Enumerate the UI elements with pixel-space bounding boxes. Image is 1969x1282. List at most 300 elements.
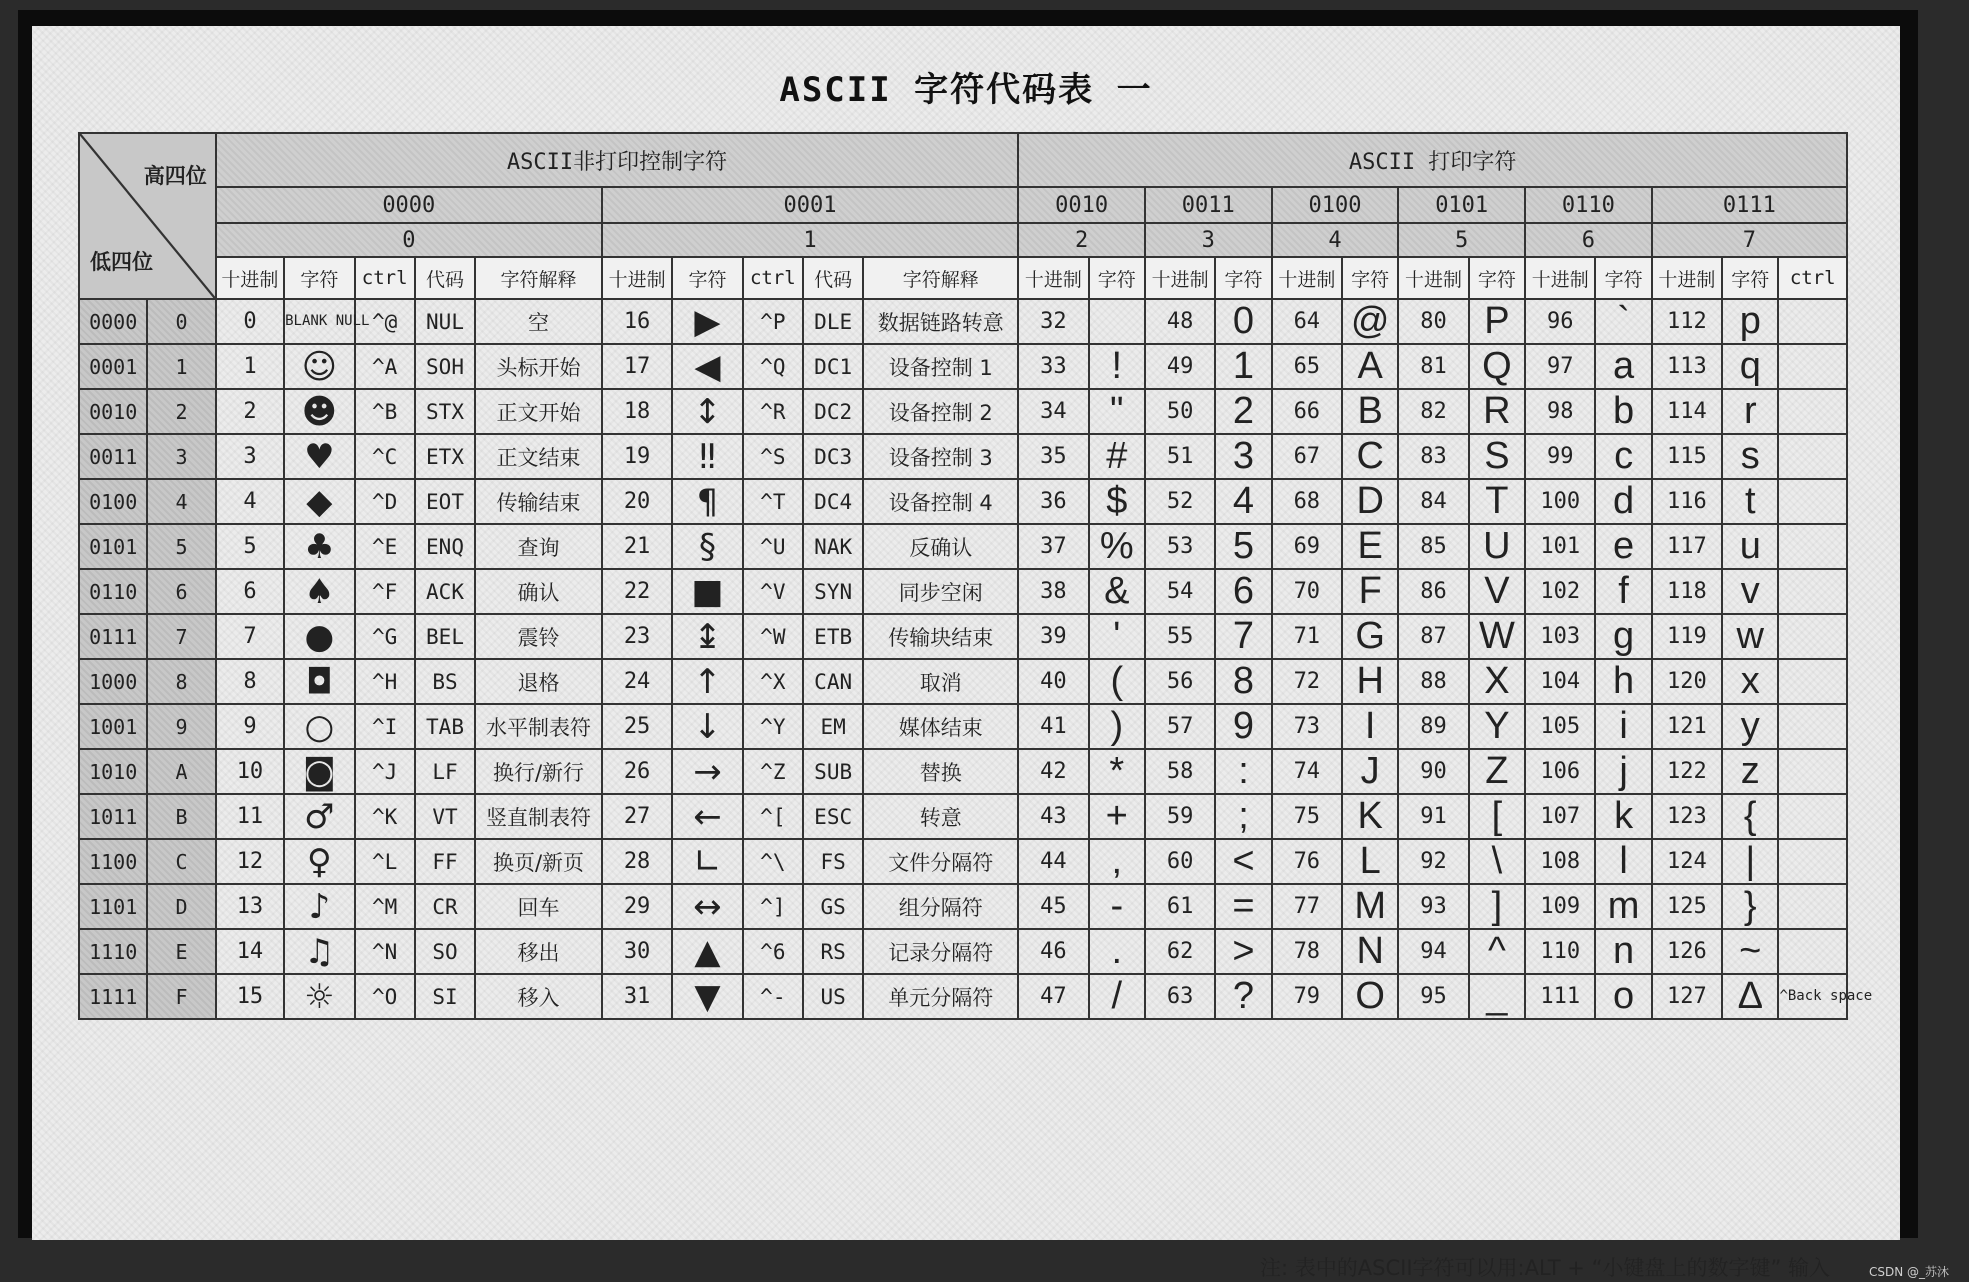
low-bits-bin: 1101 <box>79 884 147 929</box>
char-cell: Z <box>1469 749 1525 794</box>
description-cell: 文件分隔符 <box>863 839 1018 884</box>
table-row <box>79 344 1847 389</box>
ctrl-cell <box>1778 749 1847 794</box>
char-cell: ↔ <box>672 884 742 929</box>
char-cell: ♠ <box>284 569 354 614</box>
description-cell: 回车 <box>475 884 602 929</box>
char-cell: ♣ <box>284 524 354 569</box>
char-cell: X <box>1469 659 1525 704</box>
high-bin-0: 0000 <box>216 187 602 223</box>
decimal-cell: 90 <box>1398 749 1468 794</box>
description-cell: 换页/新页 <box>475 839 602 884</box>
ctrl-cell: ^P <box>743 299 803 344</box>
low-bits-bin: 0000 <box>79 299 147 344</box>
char-cell: H <box>1342 659 1398 704</box>
decimal-cell: 83 <box>1398 434 1468 479</box>
col-header-char: 字符 <box>1595 257 1651 299</box>
char-cell: ! <box>1089 344 1145 389</box>
description-cell: 设备控制 4 <box>863 479 1018 524</box>
table-row <box>79 569 1847 614</box>
char-cell: ♂ <box>284 794 354 839</box>
ctrl-cell: ^N <box>355 929 415 974</box>
char-cell: 7 <box>1215 614 1271 659</box>
char-cell: G <box>1342 614 1398 659</box>
decimal-cell: 72 <box>1272 659 1342 704</box>
code-cell: NUL <box>415 299 475 344</box>
code-cell: FF <box>415 839 475 884</box>
decimal-cell: 97 <box>1525 344 1595 389</box>
code-cell: US <box>803 974 863 1019</box>
decimal-cell: 12 <box>216 839 284 884</box>
high-hex-2: 2 <box>1018 223 1145 257</box>
char-cell: ○ <box>284 704 354 749</box>
description-cell: 正文开始 <box>475 389 602 434</box>
table-row <box>79 479 1847 524</box>
code-cell: GS <box>803 884 863 929</box>
char-cell: ◘ <box>284 659 354 704</box>
low-bits-hex: D <box>147 884 215 929</box>
decimal-cell: 10 <box>216 749 284 794</box>
char-cell: y <box>1722 704 1778 749</box>
decimal-cell: 5 <box>216 524 284 569</box>
table-row <box>79 299 1847 344</box>
code-cell: SYN <box>803 569 863 614</box>
description-cell: 确认 <box>475 569 602 614</box>
low-bits-hex: 1 <box>147 344 215 389</box>
decimal-cell: 124 <box>1652 839 1722 884</box>
code-cell: DC3 <box>803 434 863 479</box>
description-cell: 媒体结束 <box>863 704 1018 749</box>
char-cell: M <box>1342 884 1398 929</box>
low-bits-bin: 0110 <box>79 569 147 614</box>
char-cell: \ <box>1469 839 1525 884</box>
decimal-cell: 45 <box>1018 884 1088 929</box>
char-cell: t <box>1722 479 1778 524</box>
code-cell: TAB <box>415 704 475 749</box>
char-cell: d <box>1595 479 1651 524</box>
char-cell: / <box>1089 974 1145 1019</box>
char-cell: Y <box>1469 704 1525 749</box>
decimal-cell: 26 <box>602 749 672 794</box>
decimal-cell: 126 <box>1652 929 1722 974</box>
decimal-cell: 20 <box>602 479 672 524</box>
char-cell: p <box>1722 299 1778 344</box>
low-bits-hex: 3 <box>147 434 215 479</box>
ascii-table <box>78 132 1873 1020</box>
char-cell: ■ <box>672 569 742 614</box>
decimal-cell: 24 <box>602 659 672 704</box>
ctrl-cell: ^B <box>355 389 415 434</box>
char-cell: 5 <box>1215 524 1271 569</box>
char-cell: ↓ <box>672 704 742 749</box>
decimal-cell: 52 <box>1145 479 1215 524</box>
col-header-ctrl: ctrl <box>743 257 803 299</box>
char-cell: E <box>1342 524 1398 569</box>
low-bits-bin: 0101 <box>79 524 147 569</box>
low-bits-hex: F <box>147 974 215 1019</box>
decimal-cell: 11 <box>216 794 284 839</box>
char-cell: | <box>1722 839 1778 884</box>
decimal-cell: 85 <box>1398 524 1468 569</box>
char-cell: J <box>1342 749 1398 794</box>
high-hex-5: 5 <box>1398 223 1525 257</box>
code-cell: NAK <box>803 524 863 569</box>
char-cell: ; <box>1215 794 1271 839</box>
decimal-cell: 25 <box>602 704 672 749</box>
decimal-cell: 109 <box>1525 884 1595 929</box>
decimal-cell: 63 <box>1145 974 1215 1019</box>
char-cell: ☺ <box>284 344 354 389</box>
decimal-cell: 116 <box>1652 479 1722 524</box>
decimal-cell: 92 <box>1398 839 1468 884</box>
ctrl-cell <box>1778 434 1847 479</box>
char-cell: x <box>1722 659 1778 704</box>
low-bits-hex: 2 <box>147 389 215 434</box>
decimal-cell: 108 <box>1525 839 1595 884</box>
decimal-cell: 41 <box>1018 704 1088 749</box>
char-cell: § <box>672 524 742 569</box>
code-cell: VT <box>415 794 475 839</box>
ctrl-cell: ^Back space <box>1778 974 1847 1019</box>
ctrl-cell: ^Z <box>743 749 803 794</box>
char-cell: ♫ <box>284 929 354 974</box>
decimal-cell: 34 <box>1018 389 1088 434</box>
decimal-cell: 30 <box>602 929 672 974</box>
low-bits-hex: 4 <box>147 479 215 524</box>
ctrl-cell: ^@ <box>355 299 415 344</box>
char-cell: b <box>1595 389 1651 434</box>
ctrl-cell <box>1778 704 1847 749</box>
decimal-cell: 115 <box>1652 434 1722 479</box>
col-header-char: 字符 <box>1342 257 1398 299</box>
col-header-decimal: 十进制 <box>1398 257 1468 299</box>
ctrl-cell: ^D <box>355 479 415 524</box>
decimal-cell: 94 <box>1398 929 1468 974</box>
ctrl-cell: ^G <box>355 614 415 659</box>
char-cell: [ <box>1469 794 1525 839</box>
footnote: 注: 表中的ASCII字符可以用:ALT + “小键盘上的数字键” 输入 <box>1260 1256 1830 1280</box>
char-cell: ? <box>1215 974 1271 1019</box>
decimal-cell: 114 <box>1652 389 1722 434</box>
high-bin-7: 0111 <box>1652 187 1847 223</box>
description-cell: 设备控制 2 <box>863 389 1018 434</box>
char-cell: . <box>1089 929 1145 974</box>
low-bits-bin: 0011 <box>79 434 147 479</box>
ctrl-cell <box>1778 344 1847 389</box>
col-header-decimal: 十进制 <box>1652 257 1722 299</box>
description-cell: 查询 <box>475 524 602 569</box>
decimal-cell: 33 <box>1018 344 1088 389</box>
ctrl-cell <box>1778 794 1847 839</box>
decimal-cell: 19 <box>602 434 672 479</box>
decimal-cell: 117 <box>1652 524 1722 569</box>
char-cell: q <box>1722 344 1778 389</box>
col-header-decimal: 十进制 <box>1272 257 1342 299</box>
code-cell: CAN <box>803 659 863 704</box>
code-cell: DLE <box>803 299 863 344</box>
high-bin-5: 0101 <box>1398 187 1525 223</box>
decimal-cell: 101 <box>1525 524 1595 569</box>
char-cell: ▼ <box>672 974 742 1019</box>
col-header-decimal: 十进制 <box>1018 257 1088 299</box>
low-bits-bin: 0010 <box>79 389 147 434</box>
low-bits-hex: 0 <box>147 299 215 344</box>
col-header-char: 字符 <box>672 257 742 299</box>
ctrl-cell: ^R <box>743 389 803 434</box>
char-cell: 0 <box>1215 299 1271 344</box>
ctrl-cell: ^F <box>355 569 415 614</box>
code-cell: SO <box>415 929 475 974</box>
decimal-cell: 106 <box>1525 749 1595 794</box>
decimal-cell: 82 <box>1398 389 1468 434</box>
decimal-cell: 59 <box>1145 794 1215 839</box>
low-bits-bin: 0001 <box>79 344 147 389</box>
decimal-cell: 79 <box>1272 974 1342 1019</box>
char-cell: ♥ <box>284 434 354 479</box>
low-bits-hex: B <box>147 794 215 839</box>
decimal-cell: 64 <box>1272 299 1342 344</box>
table-row <box>79 434 1847 479</box>
decimal-cell: 7 <box>216 614 284 659</box>
char-cell: ☻ <box>284 389 354 434</box>
low-bits-hex: C <box>147 839 215 884</box>
ctrl-cell <box>1778 929 1847 974</box>
table-row <box>79 389 1847 434</box>
char-cell: g <box>1595 614 1651 659</box>
char-cell: 2 <box>1215 389 1271 434</box>
page-title: ASCII 字符代码表 一 <box>779 70 1153 110</box>
char-cell: 4 <box>1215 479 1271 524</box>
ctrl-cell <box>1778 389 1847 434</box>
char-cell: ↑ <box>672 659 742 704</box>
ctrl-cell: ^W <box>743 614 803 659</box>
description-cell: 替换 <box>863 749 1018 794</box>
char-cell: & <box>1089 569 1145 614</box>
decimal-cell: 119 <box>1652 614 1722 659</box>
decimal-cell: 8 <box>216 659 284 704</box>
char-cell: ) <box>1089 704 1145 749</box>
decimal-cell: 107 <box>1525 794 1595 839</box>
code-cell: STX <box>415 389 475 434</box>
decimal-cell: 58 <box>1145 749 1215 794</box>
code-cell: RS <box>803 929 863 974</box>
char-cell: C <box>1342 434 1398 479</box>
decimal-cell: 46 <box>1018 929 1088 974</box>
high-hex-0: 0 <box>216 223 602 257</box>
char-cell: ∟ <box>672 839 742 884</box>
col-header-char: 字符 <box>1089 257 1145 299</box>
char-cell: O <box>1342 974 1398 1019</box>
decimal-cell: 50 <box>1145 389 1215 434</box>
decimal-cell: 78 <box>1272 929 1342 974</box>
description-cell: 记录分隔符 <box>863 929 1018 974</box>
code-cell: DC1 <box>803 344 863 389</box>
table-row <box>79 974 1847 1019</box>
col-header-char: 字符 <box>1469 257 1525 299</box>
decimal-cell: 111 <box>1525 974 1595 1019</box>
char-cell: _ <box>1469 974 1525 1019</box>
char-cell: " <box>1089 389 1145 434</box>
decimal-cell: 86 <box>1398 569 1468 614</box>
ctrl-cell: ^E <box>355 524 415 569</box>
col-header-decimal: 十进制 <box>602 257 672 299</box>
decimal-cell: 98 <box>1525 389 1595 434</box>
char-cell: ☼ <box>284 974 354 1019</box>
watermark-credit: CSDN @_苏沐 <box>1868 1265 1949 1279</box>
char-cell: i <box>1595 704 1651 749</box>
decimal-cell: 29 <box>602 884 672 929</box>
decimal-cell: 66 <box>1272 389 1342 434</box>
code-cell: BEL <box>415 614 475 659</box>
low-bits-bin: 1110 <box>79 929 147 974</box>
decimal-cell: 84 <box>1398 479 1468 524</box>
low-bits-label: 低四位 <box>90 250 153 274</box>
description-cell: 空 <box>475 299 602 344</box>
decimal-cell: 120 <box>1652 659 1722 704</box>
high-hex-7: 7 <box>1652 223 1847 257</box>
char-cell: F <box>1342 569 1398 614</box>
char-cell: ] <box>1469 884 1525 929</box>
char-cell: 6 <box>1215 569 1271 614</box>
char-cell: s <box>1722 434 1778 479</box>
decimal-cell: 17 <box>602 344 672 389</box>
ctrl-cell: ^] <box>743 884 803 929</box>
col-header-decimal: 十进制 <box>1525 257 1595 299</box>
ctrl-cell: ^C <box>355 434 415 479</box>
decimal-cell: 22 <box>602 569 672 614</box>
col-header-char: 字符 <box>284 257 354 299</box>
decimal-cell: 103 <box>1525 614 1595 659</box>
char-cell: < <box>1215 839 1271 884</box>
description-cell: 传输结束 <box>475 479 602 524</box>
decimal-cell: 81 <box>1398 344 1468 389</box>
code-cell: SI <box>415 974 475 1019</box>
low-bits-hex: 5 <box>147 524 215 569</box>
char-cell: > <box>1215 929 1271 974</box>
description-cell: 竖直制表符 <box>475 794 602 839</box>
decimal-cell: 65 <box>1272 344 1342 389</box>
decimal-cell: 18 <box>602 389 672 434</box>
code-cell: ENQ <box>415 524 475 569</box>
decimal-cell: 13 <box>216 884 284 929</box>
ctrl-cell <box>1778 659 1847 704</box>
table-row <box>79 659 1847 704</box>
ctrl-cell: ^K <box>355 794 415 839</box>
table-row <box>79 929 1847 974</box>
ctrl-cell: ^U <box>743 524 803 569</box>
char-cell: I <box>1342 704 1398 749</box>
description-cell: 单元分隔符 <box>863 974 1018 1019</box>
low-bits-bin: 1100 <box>79 839 147 884</box>
high-bits-label: 高四位 <box>143 164 207 188</box>
code-cell: ESC <box>803 794 863 839</box>
decimal-cell: 47 <box>1018 974 1088 1019</box>
description-cell: 退格 <box>475 659 602 704</box>
char-cell: ↨ <box>672 614 742 659</box>
char-cell: 8 <box>1215 659 1271 704</box>
decimal-cell: 125 <box>1652 884 1722 929</box>
char-cell: BLANK NULL <box>284 299 354 344</box>
low-bits-hex: A <box>147 749 215 794</box>
decimal-cell: 68 <box>1272 479 1342 524</box>
char-cell: K <box>1342 794 1398 839</box>
char-cell: ‼ <box>672 434 742 479</box>
group-print-header: ASCII 打印字符 <box>1018 133 1847 187</box>
low-bits-hex: 7 <box>147 614 215 659</box>
description-cell: 数据链路转意 <box>863 299 1018 344</box>
code-cell: BS <box>415 659 475 704</box>
decimal-cell: 42 <box>1018 749 1088 794</box>
ctrl-cell <box>1778 569 1847 614</box>
decimal-cell: 113 <box>1652 344 1722 389</box>
col-header-desc: 字符解释 <box>475 257 602 299</box>
code-cell: FS <box>803 839 863 884</box>
char-cell: T <box>1469 479 1525 524</box>
decimal-cell: 89 <box>1398 704 1468 749</box>
code-cell: LF <box>415 749 475 794</box>
char-cell: n <box>1595 929 1651 974</box>
char-cell: # <box>1089 434 1145 479</box>
char-cell: L <box>1342 839 1398 884</box>
description-cell: 取消 <box>863 659 1018 704</box>
decimal-cell: 105 <box>1525 704 1595 749</box>
high-hex-4: 4 <box>1272 223 1399 257</box>
char-cell: ¶ <box>672 479 742 524</box>
ctrl-cell <box>1778 884 1847 929</box>
decimal-cell: 53 <box>1145 524 1215 569</box>
col-header-decimal: 十进制 <box>1145 257 1215 299</box>
decimal-cell: 14 <box>216 929 284 974</box>
ctrl-cell <box>1778 839 1847 884</box>
decimal-cell: 2 <box>216 389 284 434</box>
ctrl-cell: ^Y <box>743 704 803 749</box>
decimal-cell: 87 <box>1398 614 1468 659</box>
char-cell: 9 <box>1215 704 1271 749</box>
char-cell: N <box>1342 929 1398 974</box>
low-bits-bin: 1010 <box>79 749 147 794</box>
char-cell: A <box>1342 344 1398 389</box>
high-bin-1: 0001 <box>602 187 1018 223</box>
code-cell: DC2 <box>803 389 863 434</box>
ctrl-cell: ^[ <box>743 794 803 839</box>
description-cell: 头标开始 <box>475 344 602 389</box>
char-cell: l <box>1595 839 1651 884</box>
decimal-cell: 44 <box>1018 839 1088 884</box>
ctrl-cell <box>1778 299 1847 344</box>
ctrl-cell: ^\ <box>743 839 803 884</box>
char-cell: ↕ <box>672 389 742 434</box>
decimal-cell: 118 <box>1652 569 1722 614</box>
table-row <box>79 524 1847 569</box>
ctrl-cell: ^X <box>743 659 803 704</box>
decimal-cell: 16 <box>602 299 672 344</box>
description-cell: 水平制表符 <box>475 704 602 749</box>
char-cell: , <box>1089 839 1145 884</box>
decimal-cell: 31 <box>602 974 672 1019</box>
decimal-cell: 99 <box>1525 434 1595 479</box>
col-header-char: 字符 <box>1722 257 1778 299</box>
char-cell: h <box>1595 659 1651 704</box>
char-cell: ( <box>1089 659 1145 704</box>
description-cell: 同步空闲 <box>863 569 1018 614</box>
decimal-cell: 80 <box>1398 299 1468 344</box>
high-hex-3: 3 <box>1145 223 1272 257</box>
char-cell: Δ <box>1722 974 1778 1019</box>
decimal-cell: 28 <box>602 839 672 884</box>
col-header-code: 代码 <box>415 257 475 299</box>
ctrl-cell: ^Q <box>743 344 803 389</box>
ctrl-cell: ^O <box>355 974 415 1019</box>
